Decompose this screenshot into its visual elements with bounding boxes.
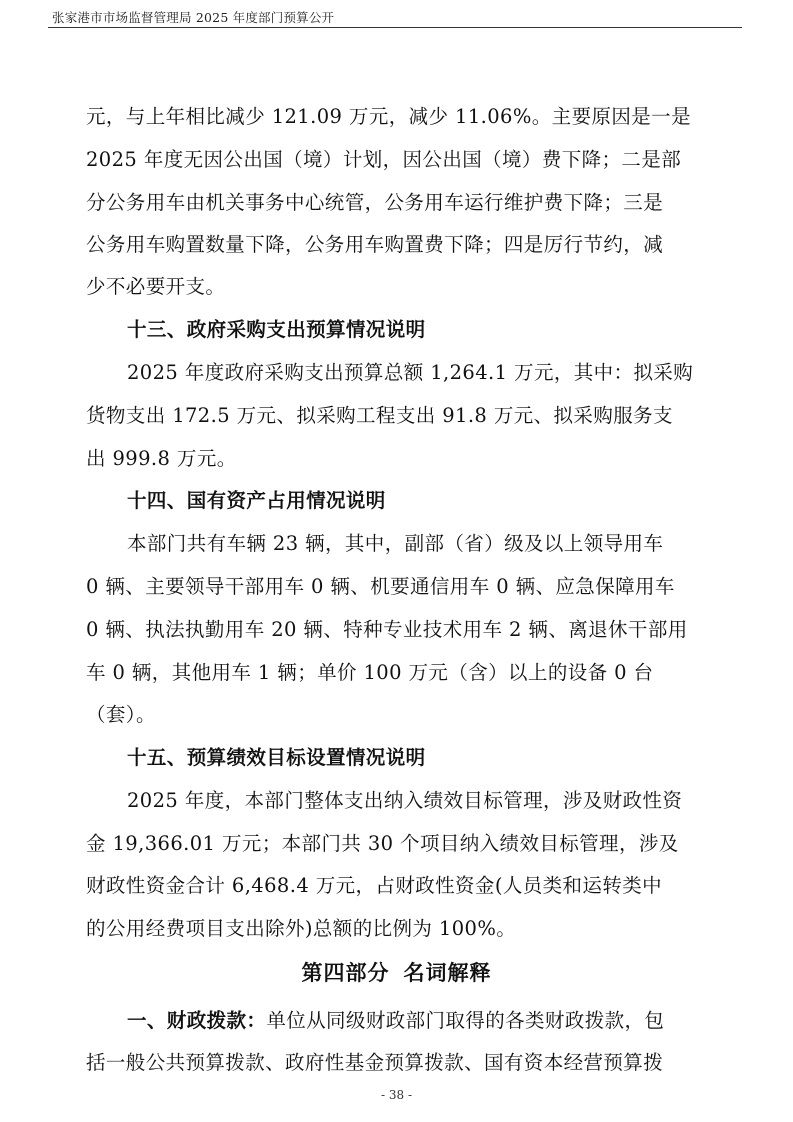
body-line: 车 0 辆，其他用车 1 辆；单价 100 万元（含）以上的设备 0 台 [86, 661, 654, 684]
body-line: 的公用经费项目支出除外)总额的比例为 100%。 [86, 917, 517, 940]
body-line: 2025 年度，本部门整体支出纳入绩效目标管理，涉及财政性资 [127, 789, 683, 812]
body-line: 本部门共有车辆 23 辆，其中，副部（省）级及以上领导用车 [127, 532, 664, 555]
section-heading-performance: 十五、预算绩效目标设置情况说明 [127, 746, 426, 769]
body-line: 货物支出 172.5 万元、拟采购工程支出 91.8 万元、拟采购服务支 [86, 404, 673, 427]
definition-line [127, 1001, 749, 1041]
body-line: 0 辆、执法执勤用车 20 辆、特种专业技术用车 2 辆、离退休干部用 [86, 618, 688, 641]
definition-line: 括一般公共预算拨款、政府性基金预算拨款、国有资本经营预算拨 [86, 1051, 664, 1074]
part-title [0, 953, 793, 993]
body-line: 0 辆、主要领导干部用车 0 辆、机要通信用车 0 辆、应急保障用车 [86, 575, 675, 598]
section-heading-procurement: 十三、政府采购支出预算情况说明 [127, 318, 426, 341]
page-header-title: 张家港市市场监督管理局 2025 年度部门预算公开 [52, 10, 335, 25]
body-line: （套）。 [86, 703, 156, 726]
section-heading-assets: 十四、国有资产占用情况说明 [127, 489, 386, 512]
body-line: 分公务用车由机关事务中心统管，公务用车运行维护费下降；三是 [86, 191, 664, 214]
definition-term: 一、财政拨款： [127, 1009, 267, 1032]
part-title-number: 第四部分 [301, 960, 390, 985]
body-line: 公务用车购置数量下降，公务用车购置费下降；四是厉行节约，减 [86, 233, 664, 256]
part-title-name: 名词解释 [403, 960, 492, 985]
body-line: 2025 年度政府采购支出预算总额 1,264.1 万元，其中：拟采购 [127, 361, 694, 384]
header-divider [48, 27, 742, 28]
body-line: 财政性资金合计 6,468.4 万元，占财政性资金(人员类和运转类中 [86, 874, 663, 897]
body-line: 出 999.8 万元。 [86, 447, 237, 470]
body-line: 金 19,366.01 万元；本部门共 30 个项目纳入绩效目标管理，涉及 [86, 832, 679, 855]
page-number: - 38 - [380, 1088, 412, 1102]
body-line: 2025 年度无因公出国（境）计划，因公出国（境）费下降；二是部 [86, 148, 682, 171]
definition-text: 单位从同级财政部门取得的各类财政拨款，包 [266, 1009, 665, 1032]
body-line: 少不必要开支。 [86, 275, 226, 298]
body-line: 元，与上年相比减少 121.09 万元，减少 11.06%。主要原因是一是 [86, 105, 691, 128]
